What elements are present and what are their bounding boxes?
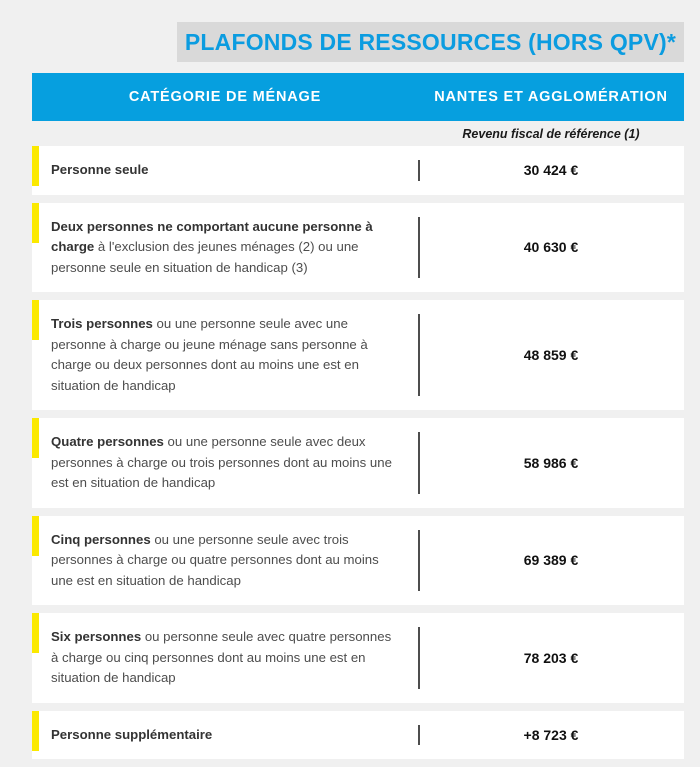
table-header-row [32,73,684,121]
subnote-reference-income: Revenu fiscal de référence (1) [462,127,640,141]
cell-amount [418,711,684,760]
row-accent-bar [32,516,39,556]
amount-value: 78 203 € [523,649,579,666]
amount-value: 30 424 € [523,162,579,179]
category-label [51,160,148,181]
column-divider-line [418,432,420,494]
amount-value: 69 389 € [523,552,579,569]
cell-amount [418,516,684,606]
row-accent-bar [32,203,39,243]
category-label-rest: ou une personne seule avec deux personnes à charge ou trois personnes dont au moins une est en situation de handicap [51,434,392,490]
amount-value: 58 986 € [523,454,579,471]
column-divider-line [418,530,420,592]
category-label-rest: à l'exclusion des jeunes ménages (2) ou une personne seule en situation de handicap (3) [51,239,359,275]
column-divider-line [418,217,420,279]
category-label-bold: Personne seule [51,162,149,177]
cell-amount [418,146,684,195]
cell-category [32,516,418,606]
cell-amount [418,203,684,293]
category-label-bold: Quatre personnes [51,434,164,449]
category-label-rest: ou une personne seule avec trois personnes à charge ou quatre personnes dont au moins une est en situation de handicap [51,531,379,588]
category-label-bold: Trois personnes [51,316,153,331]
table-row [32,711,684,760]
row-accent-bar [32,613,39,653]
category-label [51,314,400,396]
table-row [32,516,684,606]
cell-amount [418,418,684,508]
category-label [51,432,400,494]
table-row [32,300,684,410]
cell-category [32,146,418,195]
category-label [51,530,400,592]
amount-value: 40 630 € [523,239,579,256]
category-label [51,725,212,746]
row-accent-bar [32,300,39,340]
column-divider-line [418,725,420,746]
cell-amount [418,300,684,410]
row-accent-bar [32,418,39,458]
category-label-bold: Cinq personnes [51,531,151,547]
category-label-rest: ou personne seule avec quatre personnes à charge ou cinq personnes dont au moins une est en situation de handicap [51,629,392,685]
amount-value: 48 859 € [523,347,579,363]
category-label [51,627,400,689]
category-label-rest: ou une personne seule avec une personne à charge ou jeune ménage sans personne à charge ou deux personnes dont au moins une est en situation de handicap [51,316,368,393]
page-title-container [32,22,684,62]
cell-category [32,613,418,703]
category-label-bold: Deux personnes ne comportant aucune personne à charge [51,218,373,254]
page-title: PLAFONDS DE RESSOURCES (HORS QPV)* [177,22,684,62]
category-label [51,217,400,279]
table-row [32,146,684,195]
cell-category [32,418,418,508]
subnote-row [32,124,684,144]
amount-value: +8 723 € [523,726,579,743]
column-divider-line [418,160,420,181]
category-label-bold: Personne supplémentaire [51,726,213,742]
column-divider-line [418,314,420,396]
table-row [32,418,684,508]
column-header-nantes: NANTES ET AGGLOMÉRATION [434,89,668,105]
cell-category [32,711,418,760]
category-label-bold: Six personnes [51,629,142,644]
cell-amount [418,613,684,703]
row-accent-bar [32,711,39,751]
table-row [32,203,684,293]
column-header-category: CATÉGORIE DE MÉNAGE [128,89,322,105]
cell-category [32,203,418,293]
cell-category [32,300,418,410]
subnote-spacer [32,124,418,144]
column-divider-line [418,627,420,689]
table-body [32,146,684,767]
row-accent-bar [32,146,39,186]
table-row [32,613,684,703]
